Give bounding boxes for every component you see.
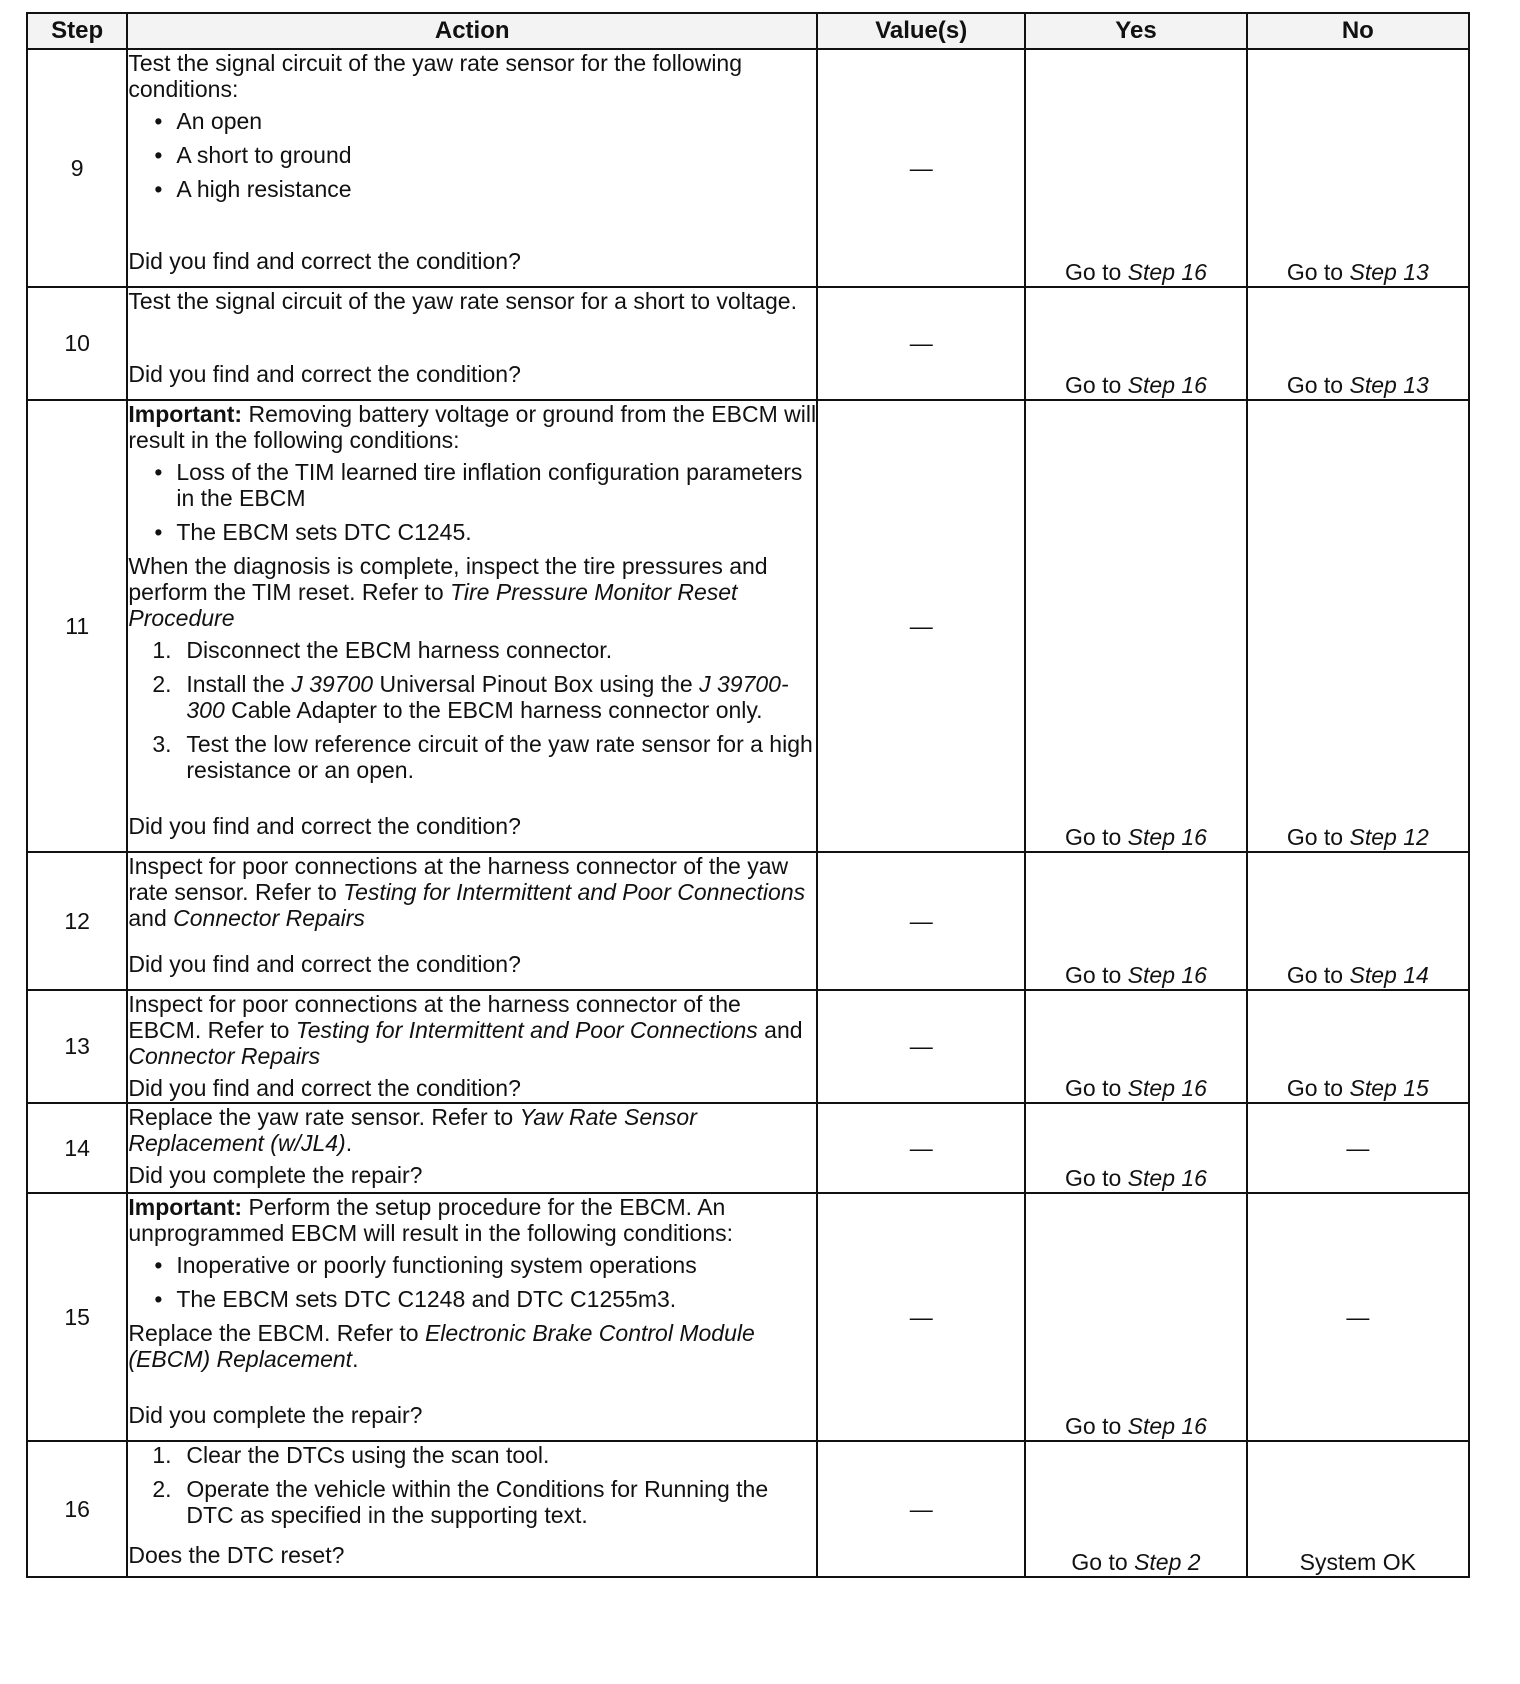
step-row-16 <box>27 1441 1469 1577</box>
no-cell: Go to Step 14 <box>1247 852 1469 990</box>
action-cell <box>127 990 817 1103</box>
yes-step-link[interactable]: Step 16 <box>1127 372 1207 398</box>
step-row-13 <box>27 990 1469 1103</box>
important-label: Important: <box>128 401 243 427</box>
yes-cell: Go to Step 16 <box>1025 400 1246 852</box>
value-cell: — <box>817 1441 1025 1577</box>
yes-cell: Go to Step 16 <box>1025 990 1246 1103</box>
step-number: 12 <box>27 852 127 990</box>
no-step-link[interactable]: Step 12 <box>1349 824 1429 850</box>
step-number: 14 <box>27 1103 127 1193</box>
reference-link[interactable]: Electronic Brake Control Module (EBCM) Replacement <box>128 1320 755 1372</box>
action-text: When the diagnosis is complete, inspect the tire pressures and perform the TIM reset. Refer to Tire Pressure Monitor Reset Procedure <box>128 553 768 631</box>
list-item: 2. Operate the vehicle within the Conditions for Running the DTC as specified in the supporting text. <box>152 1476 769 1528</box>
action-question: Did you find and correct the condition? <box>128 248 521 274</box>
action-question: Did you complete the repair? <box>128 1402 423 1428</box>
value-cell: — <box>817 852 1025 990</box>
important-label: Important: <box>128 1194 243 1220</box>
no-step-link[interactable]: Step 15 <box>1349 1075 1429 1101</box>
reference-link[interactable]: Connector Repairs <box>128 1043 321 1069</box>
value-cell: — <box>817 1103 1025 1193</box>
tool-reference[interactable]: J 39700 <box>291 671 374 697</box>
action-question: Did you complete the repair? <box>128 1162 423 1188</box>
no-cell: Go to Step 13 <box>1247 49 1469 287</box>
reference-link[interactable]: Yaw Rate Sensor Replacement (w/JL4) <box>128 1104 697 1156</box>
header-no: No <box>1247 13 1469 49</box>
no-cell: Go to Step 15 <box>1247 990 1469 1103</box>
yes-step-link[interactable]: Step 16 <box>1127 1165 1207 1191</box>
yes-cell: Go to Step 16 <box>1025 49 1246 287</box>
reference-link[interactable]: Testing for Intermittent and Poor Connections <box>343 879 806 905</box>
list-item: 1. Clear the DTCs using the scan tool. <box>152 1442 550 1468</box>
reference-link[interactable]: Testing for Intermittent and Poor Connections <box>295 1017 758 1043</box>
yes-step-link[interactable]: Step 16 <box>1127 1413 1207 1439</box>
step-row-10 <box>27 287 1469 400</box>
step-row-12 <box>27 852 1469 990</box>
no-cell: System OK <box>1247 1441 1469 1577</box>
action-question: Did you find and correct the condition? <box>128 813 521 839</box>
diagnostic-table <box>26 12 1470 1578</box>
no-step-link[interactable]: Step 13 <box>1349 372 1429 398</box>
reference-link[interactable]: Connector Repairs <box>173 905 365 931</box>
procedure-list <box>128 1442 816 1536</box>
condition-list <box>128 459 816 545</box>
list-item: • A high resistance <box>154 176 816 202</box>
no-cell: Go to Step 13 <box>1247 287 1469 400</box>
step-number: 10 <box>27 287 127 400</box>
value-cell: — <box>817 287 1025 400</box>
action-cell <box>127 852 817 990</box>
list-item: • A short to ground <box>154 142 816 168</box>
reference-link[interactable]: Tire Pressure Monitor Reset Procedure <box>128 579 738 631</box>
action-cell <box>127 400 817 852</box>
action-text: Replace the EBCM. Refer to Electronic Brake Control Module (EBCM) Replacement. <box>128 1320 755 1372</box>
step-row-14 <box>27 1103 1469 1193</box>
action-text: Inspect for poor connections at the harness connector of the yaw rate sensor. Refer to Testing for Intermittent and Poor Connections and Connector Repairs <box>128 853 806 931</box>
step-number: 9 <box>27 49 127 287</box>
step-number: 15 <box>27 1193 127 1441</box>
yes-cell: Go to Step 16 <box>1025 1103 1246 1193</box>
list-item: • An open <box>154 108 816 134</box>
yes-cell: Go to Step 16 <box>1025 852 1246 990</box>
list-item: 3. Test the low reference circuit of the yaw rate sensor for a high resistance or an open. <box>152 731 813 783</box>
step-number: 16 <box>27 1441 127 1577</box>
header-yes: Yes <box>1025 13 1246 49</box>
tool-reference[interactable]: J 39700-300 <box>186 671 789 723</box>
list-item: • Loss of the TIM learned tire inflation configuration parameters in the EBCM <box>154 459 816 511</box>
no-cell: — <box>1247 1193 1469 1441</box>
list-item: • Inoperative or poorly functioning system operations <box>154 1252 816 1278</box>
action-text: Test the signal circuit of the yaw rate sensor for the following conditions: <box>128 50 743 102</box>
list-item: 1. Disconnect the EBCM harness connector. <box>152 637 613 663</box>
action-cell <box>127 1441 817 1577</box>
condition-list <box>128 108 816 202</box>
value-cell: — <box>817 990 1025 1103</box>
value-cell: — <box>817 400 1025 852</box>
action-cell <box>127 1103 817 1193</box>
action-cell <box>127 1193 817 1441</box>
action-text: Test the signal circuit of the yaw rate sensor for a short to voltage. <box>128 288 797 314</box>
important-note: Important: Perform the setup procedure for the EBCM. An unprogrammed EBCM will result in the following conditions: <box>128 1194 734 1246</box>
no-step-link[interactable]: Step 14 <box>1349 962 1429 988</box>
no-cell: — <box>1247 1103 1469 1193</box>
step-row-11 <box>27 400 1469 852</box>
action-question: Did you find and correct the condition? <box>128 1075 521 1101</box>
header-step: Step <box>27 13 127 49</box>
condition-list <box>128 1252 816 1312</box>
no-step-link[interactable]: Step 13 <box>1349 259 1429 285</box>
list-item: 2. Install the J 39700 Universal Pinout Box using the J 39700-300 Cable Adapter to the EBCM harness connector only. <box>152 671 789 723</box>
yes-cell: Go to Step 2 <box>1025 1441 1246 1577</box>
yes-step-link[interactable]: Step 16 <box>1127 824 1207 850</box>
action-question: Does the DTC reset? <box>128 1542 345 1568</box>
yes-cell: Go to Step 16 <box>1025 1193 1246 1441</box>
value-cell: — <box>817 49 1025 287</box>
action-text: Replace the yaw rate sensor. Refer to Yaw Rate Sensor Replacement (w/JL4). <box>128 1104 697 1156</box>
yes-cell: Go to Step 16 <box>1025 287 1246 400</box>
action-cell <box>127 49 817 287</box>
step-row-9 <box>27 49 1469 287</box>
no-cell: Go to Step 12 <box>1247 400 1469 852</box>
procedure-list <box>128 637 816 783</box>
step-row-15 <box>27 1193 1469 1441</box>
header-row <box>27 13 1469 49</box>
header-values: Value(s) <box>817 13 1025 49</box>
value-cell: — <box>817 1193 1025 1441</box>
important-note: Important: Removing battery voltage or ground from the EBCM will result in the following conditions: <box>128 401 817 453</box>
yes-step-link[interactable]: Step 16 <box>1127 962 1207 988</box>
header-action: Action <box>127 13 817 49</box>
step-number: 13 <box>27 990 127 1103</box>
list-item: • The EBCM sets DTC C1245. <box>154 519 816 545</box>
yes-step-link[interactable]: Step 2 <box>1134 1549 1201 1575</box>
action-text: Inspect for poor connections at the harness connector of the EBCM. Refer to Testing for Intermittent and Poor Connections and Connector Repairs <box>128 991 803 1069</box>
yes-step-link[interactable]: Step 16 <box>1127 259 1207 285</box>
step-number: 11 <box>27 400 127 852</box>
action-question: Did you find and correct the condition? <box>128 951 521 977</box>
yes-step-link[interactable]: Step 16 <box>1127 1075 1207 1101</box>
action-cell <box>127 287 817 400</box>
list-item: • The EBCM sets DTC C1248 and DTC C1255m3. <box>154 1286 816 1312</box>
action-question: Did you find and correct the condition? <box>128 361 521 387</box>
